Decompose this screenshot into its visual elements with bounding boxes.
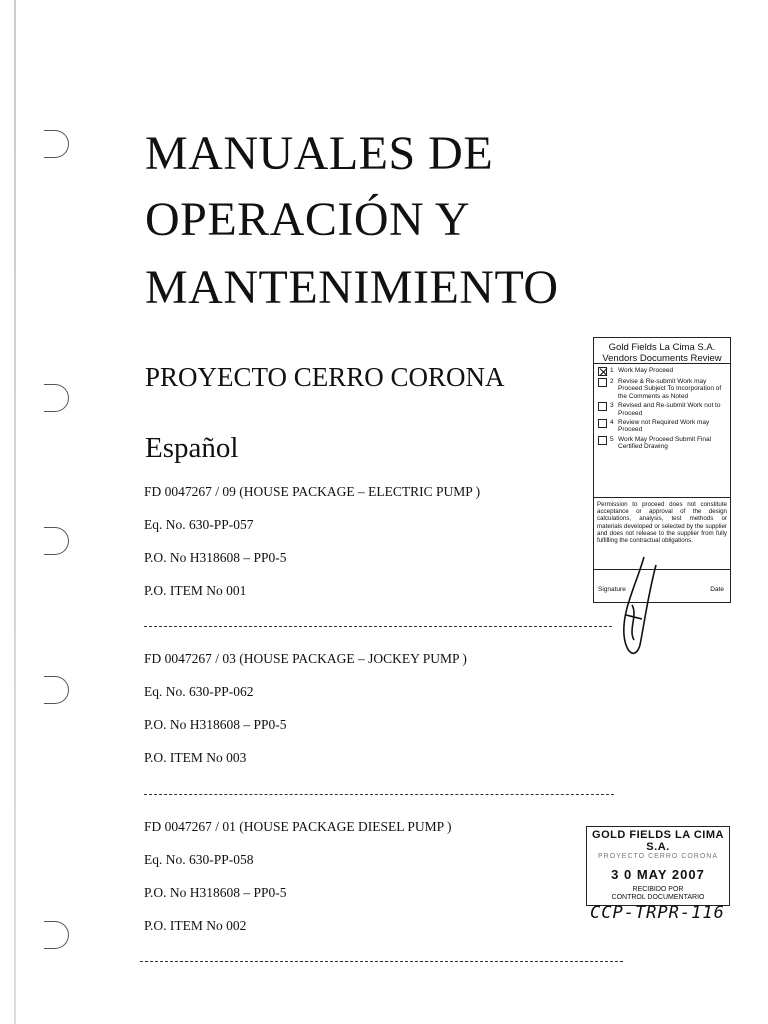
package-po: P.O. No H318608 – PP0-5: [144, 550, 287, 565]
received-stamp: [586, 826, 730, 906]
stamp-options: [594, 364, 730, 498]
option-text: Work May Proceed Submit Final Certified Drawing: [618, 435, 712, 451]
package-eq: Eq. No. 630-PP-057: [144, 517, 254, 532]
package-eq: Eq. No. 630-PP-058: [144, 852, 254, 867]
checkbox-icon: [598, 378, 607, 387]
checked-box-icon: [598, 367, 607, 376]
binder-hole: [44, 130, 69, 158]
received-date: 3 0 MAY 2007: [611, 867, 705, 882]
package-po: P.O. No H318608 – PP0-5: [144, 885, 287, 900]
language-label: Español: [145, 432, 239, 464]
stamp-option: [598, 419, 727, 434]
package-fd: FD 0047267 / 01 (HOUSE PACKAGE DIESEL PUMP ): [144, 819, 452, 834]
received-project: PROYECTO CERRO CORONA: [597, 853, 719, 860]
option-text: Revise & Re-submit Work may Proceed Subject To Incorporation of the Comments as Noted: [618, 378, 722, 400]
package-fd: FD 0047267 / 03 (HOUSE PACKAGE – JOCKEY PUMP ): [144, 651, 467, 666]
page-edge: [14, 0, 16, 1024]
stamp-heading: Vendors Documents Review: [602, 353, 722, 364]
separator: [140, 961, 623, 962]
stamp-option: [598, 402, 727, 417]
package-fd: FD 0047267 / 09 (HOUSE PACKAGE – ELECTRIC PUMP ): [144, 484, 481, 499]
option-number: 5: [610, 435, 614, 443]
stamp-notice: Permission to proceed does not constitute acceptance or approval of the design calculations, analysis, test methods or materials developed or selected by the supplier and does not release to the supplier from fully fulfilling the contractual obligations.: [594, 498, 730, 570]
option-text: Review not Required Work may Proceed: [618, 419, 710, 434]
option-text: Work May Proceed: [618, 367, 674, 374]
option-number: 2: [610, 378, 614, 385]
stamp-option: [598, 367, 727, 376]
stamp-option: [598, 378, 727, 400]
package-po: P.O. No H318608 – PP0-5: [144, 717, 287, 732]
separator: [144, 626, 612, 627]
received-line-2: CONTROL DOCUMENTARIO: [611, 894, 705, 901]
stamp-option: [598, 436, 727, 451]
title-line-2: OPERACIÓN Y: [145, 193, 471, 246]
signature-label: Signature: [598, 586, 626, 593]
option-number: 1: [610, 367, 614, 374]
package-item: P.O. ITEM No 002: [144, 918, 247, 933]
option-number: 4: [610, 419, 614, 427]
option-number: 3: [610, 402, 614, 410]
checkbox-icon: [598, 419, 607, 428]
title-line-1: MANUALES DE: [145, 127, 494, 180]
received-company: GOLD FIELDS LA CIMA S.A.: [592, 829, 724, 853]
title-line-3: MANTENIMIENTO: [145, 261, 559, 314]
package-eq: Eq. No. 630-PP-062: [144, 684, 254, 699]
checkbox-icon: [598, 402, 607, 411]
package-item: P.O. ITEM No 003: [144, 750, 247, 765]
binder-hole: [44, 384, 69, 412]
binder-hole: [44, 527, 69, 555]
handwritten-code: CCP-TRPR-116: [590, 903, 725, 923]
stamp-company: Gold Fields La Cima S.A.: [608, 342, 716, 353]
binder-hole: [44, 921, 69, 949]
stamp-header: [594, 338, 730, 364]
received-line-1: RECIBIDO POR: [632, 886, 684, 893]
date-label: Date: [710, 586, 724, 593]
binder-hole: [44, 676, 69, 704]
handwritten-signature: [614, 555, 664, 659]
separator: [144, 794, 614, 795]
project-name: PROYECTO CERRO CORONA: [145, 362, 505, 392]
package-item: P.O. ITEM No 001: [144, 583, 247, 598]
checkbox-icon: [598, 436, 607, 445]
option-text: Revised and Re-submit Work not to Proceed: [618, 402, 721, 417]
